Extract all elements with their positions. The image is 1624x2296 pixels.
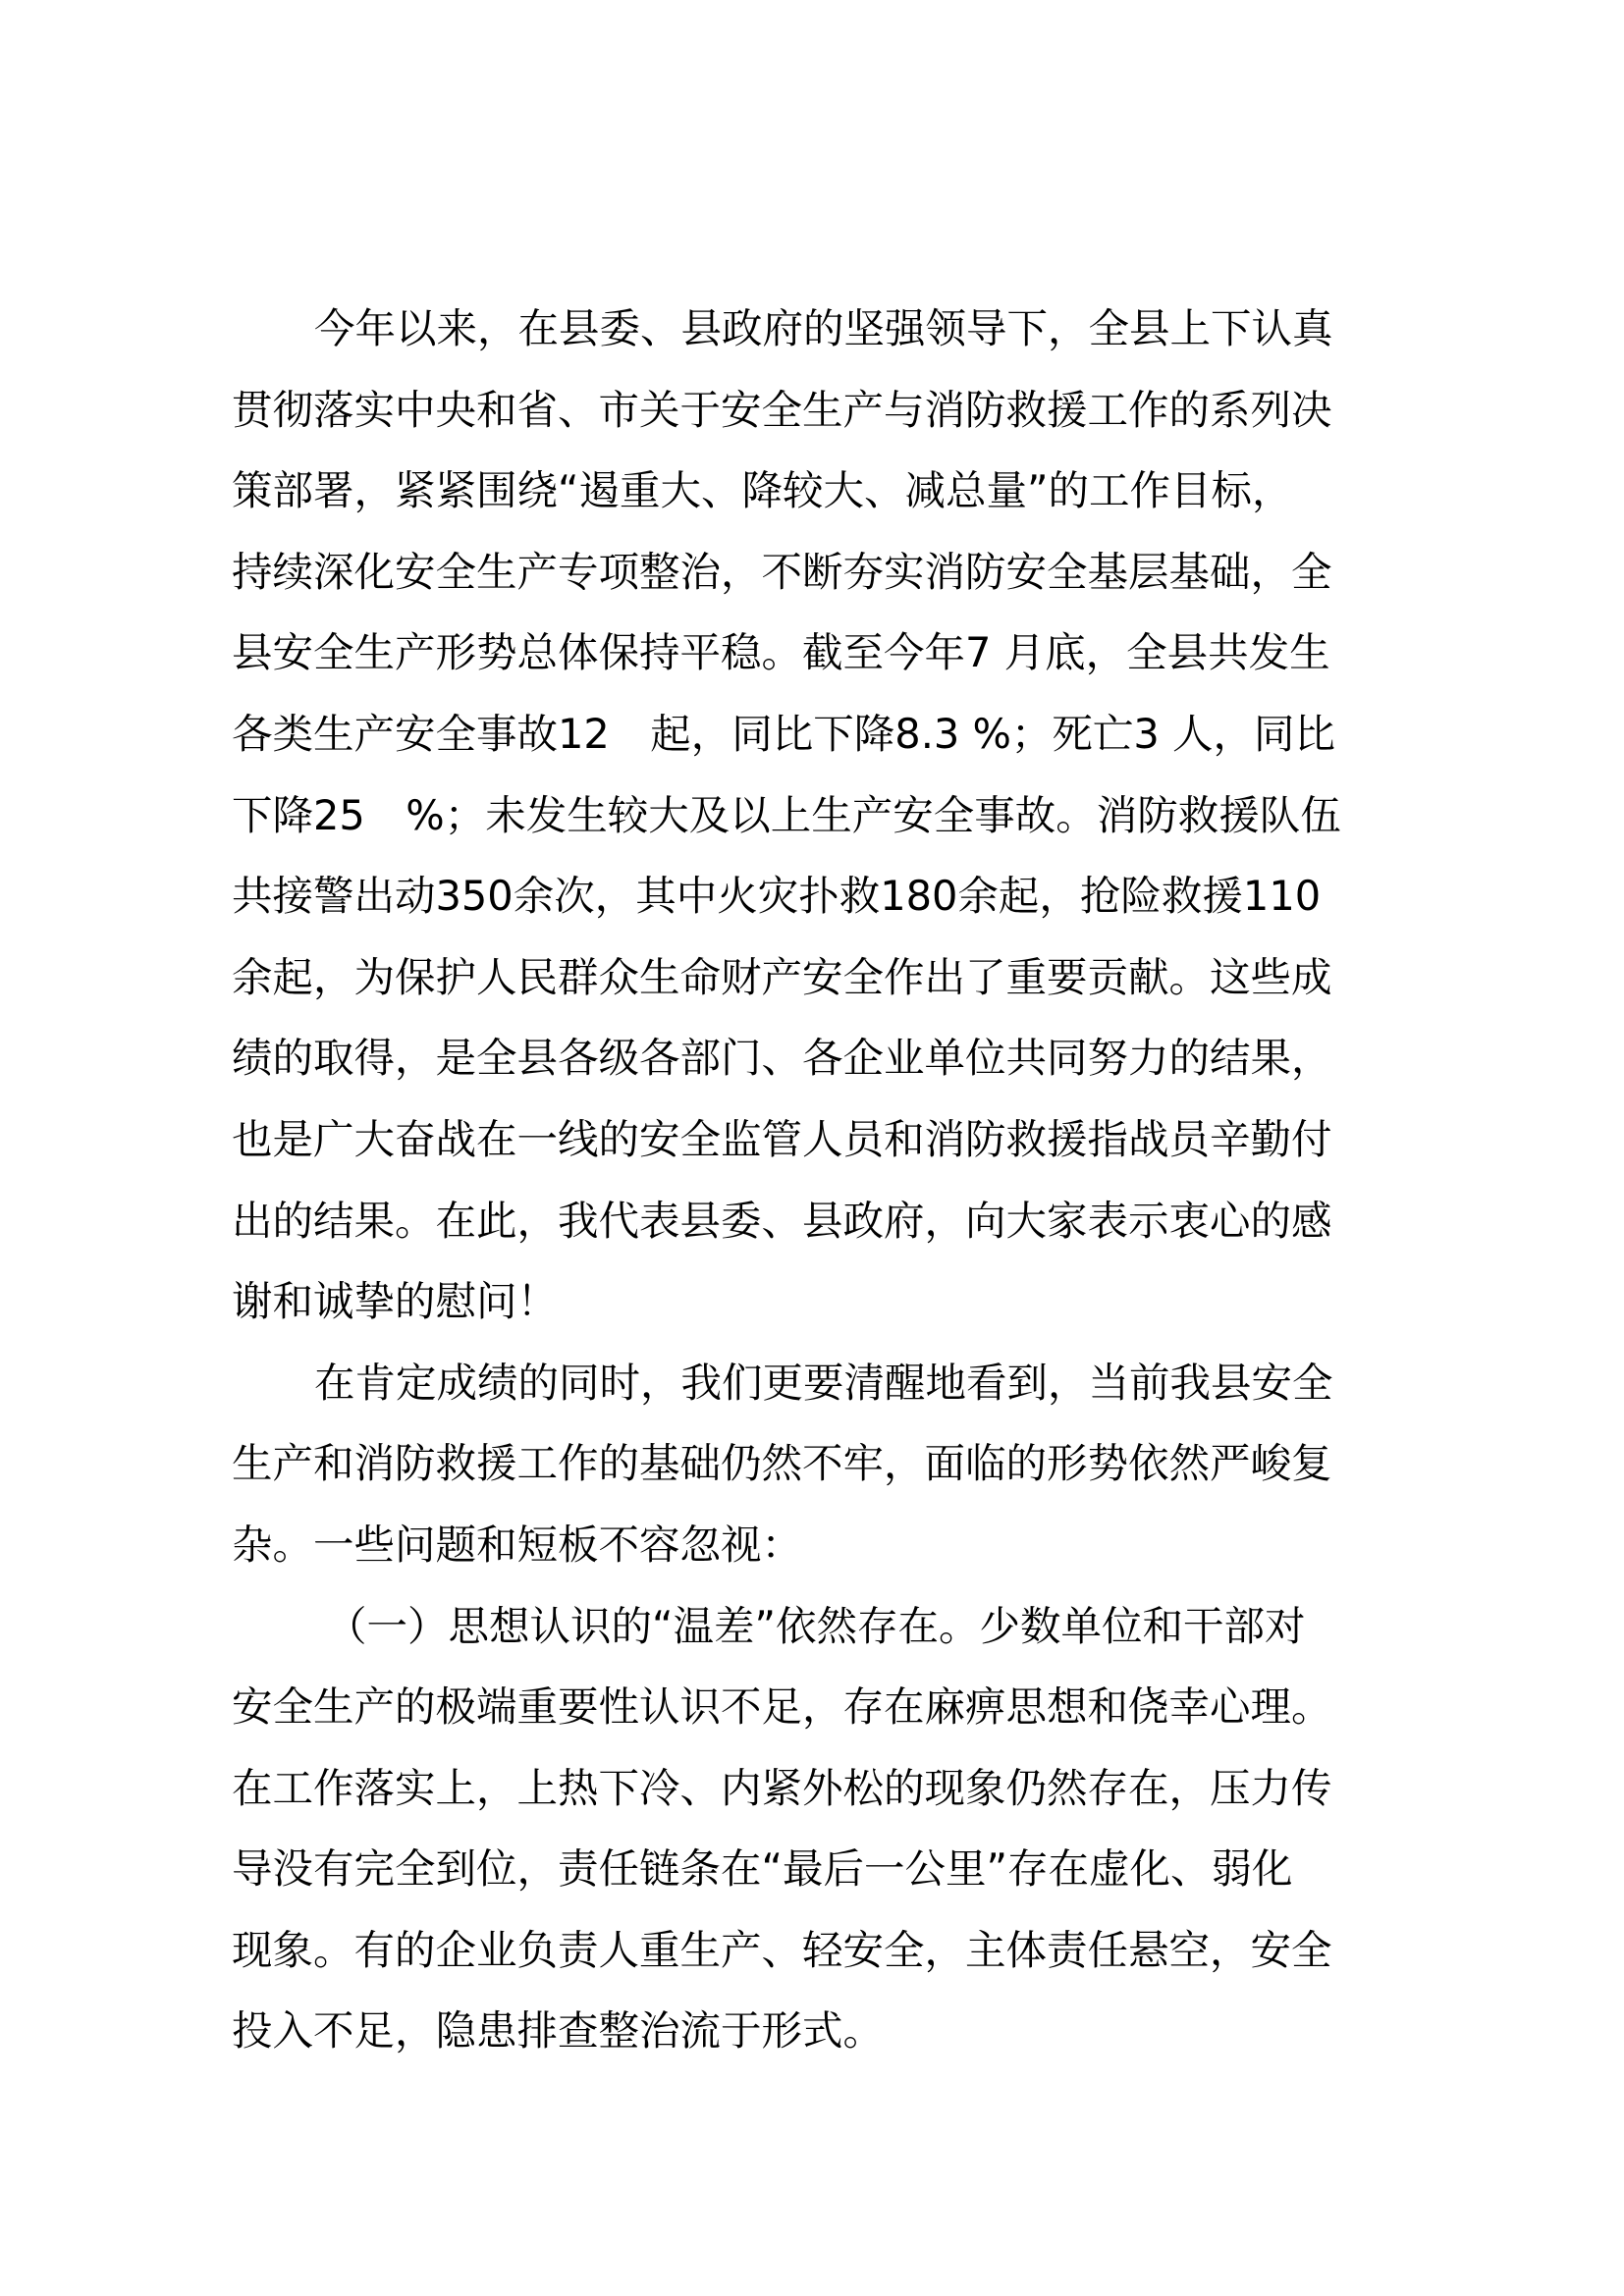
text-line: 策部署，紧紧围绕“遏重大、降较大、减总量”的工作目标， [232, 466, 1293, 515]
text-line: 出的结果。在此，我代表县委、县政府，向大家表示衷心的感 [232, 1196, 1332, 1245]
text-line: 今年以来，在县委、县政府的坚强领导下，全县上下认真 [314, 304, 1333, 352]
text-line: 谢和诚挚的慰问！ [232, 1277, 559, 1326]
text-line: 持续深化安全生产专项整治，不断夯实消防安全基层基础，全 [232, 547, 1332, 596]
text-line: 生产和消防救援工作的基础仍然不牢，面临的形势依然严峻复 [232, 1439, 1332, 1488]
text-line: 杂。一些问题和短板不容忽视： [232, 1520, 803, 1569]
text-line: 导没有完全到位，责任链条在“最后一公里”存在虚化、弱化 [232, 1844, 1293, 1894]
paragraph-challenges-intro [232, 1353, 1420, 1596]
paragraph-achievements [232, 298, 1420, 1353]
text-line: 共接警出动350余次，其中火灾扑救180余起，抢险救援110 [232, 872, 1322, 921]
text-line: 各类生产安全事故12 起，同比下降8.3 %；死亡3 人，同比 [232, 709, 1336, 758]
text-line: 余起，为保护人民群众生命财产安全作出了重要贡献。这些成 [232, 952, 1332, 1001]
document-body [232, 298, 1420, 2082]
text-line: 安全生产的极端重要性认识不足，存在麻痹思想和侥幸心理。 [232, 1682, 1332, 1732]
text-line: 下降25 %；未发生较大及以上生产安全事故。消防救援队伍 [232, 790, 1341, 839]
text-line: 现象。有的企业负责人重生产、轻安全，主体责任悬空，安全 [232, 1925, 1332, 1974]
text-line: 投入不足，隐患排查整治流于形式。 [232, 2006, 885, 2056]
section-heading-line: （一）思想认识的“温差”依然存在。少数单位和干部对 [326, 1601, 1306, 1650]
text-line: 在工作落实上，上热下冷、内紧外松的现象仍然存在，压力传 [232, 1763, 1332, 1812]
text-line: 也是广大奋战在一线的安全监管人员和消防救援指战员辛勤付 [232, 1114, 1332, 1163]
text-line: 县安全生产形势总体保持平稳。截至今年7 月底，全县共发生 [232, 628, 1330, 677]
text-line: 贯彻落实中央和省、市关于安全生产与消防救援工作的系列决 [232, 385, 1332, 434]
text-line: 绩的取得，是全县各级各部门、各企业单位共同努力的结果， [232, 1034, 1332, 1083]
text-line: 在肯定成绩的同时，我们更要清醒地看到，当前我县安全 [314, 1358, 1333, 1407]
paragraph-issue-one [232, 1596, 1420, 2083]
